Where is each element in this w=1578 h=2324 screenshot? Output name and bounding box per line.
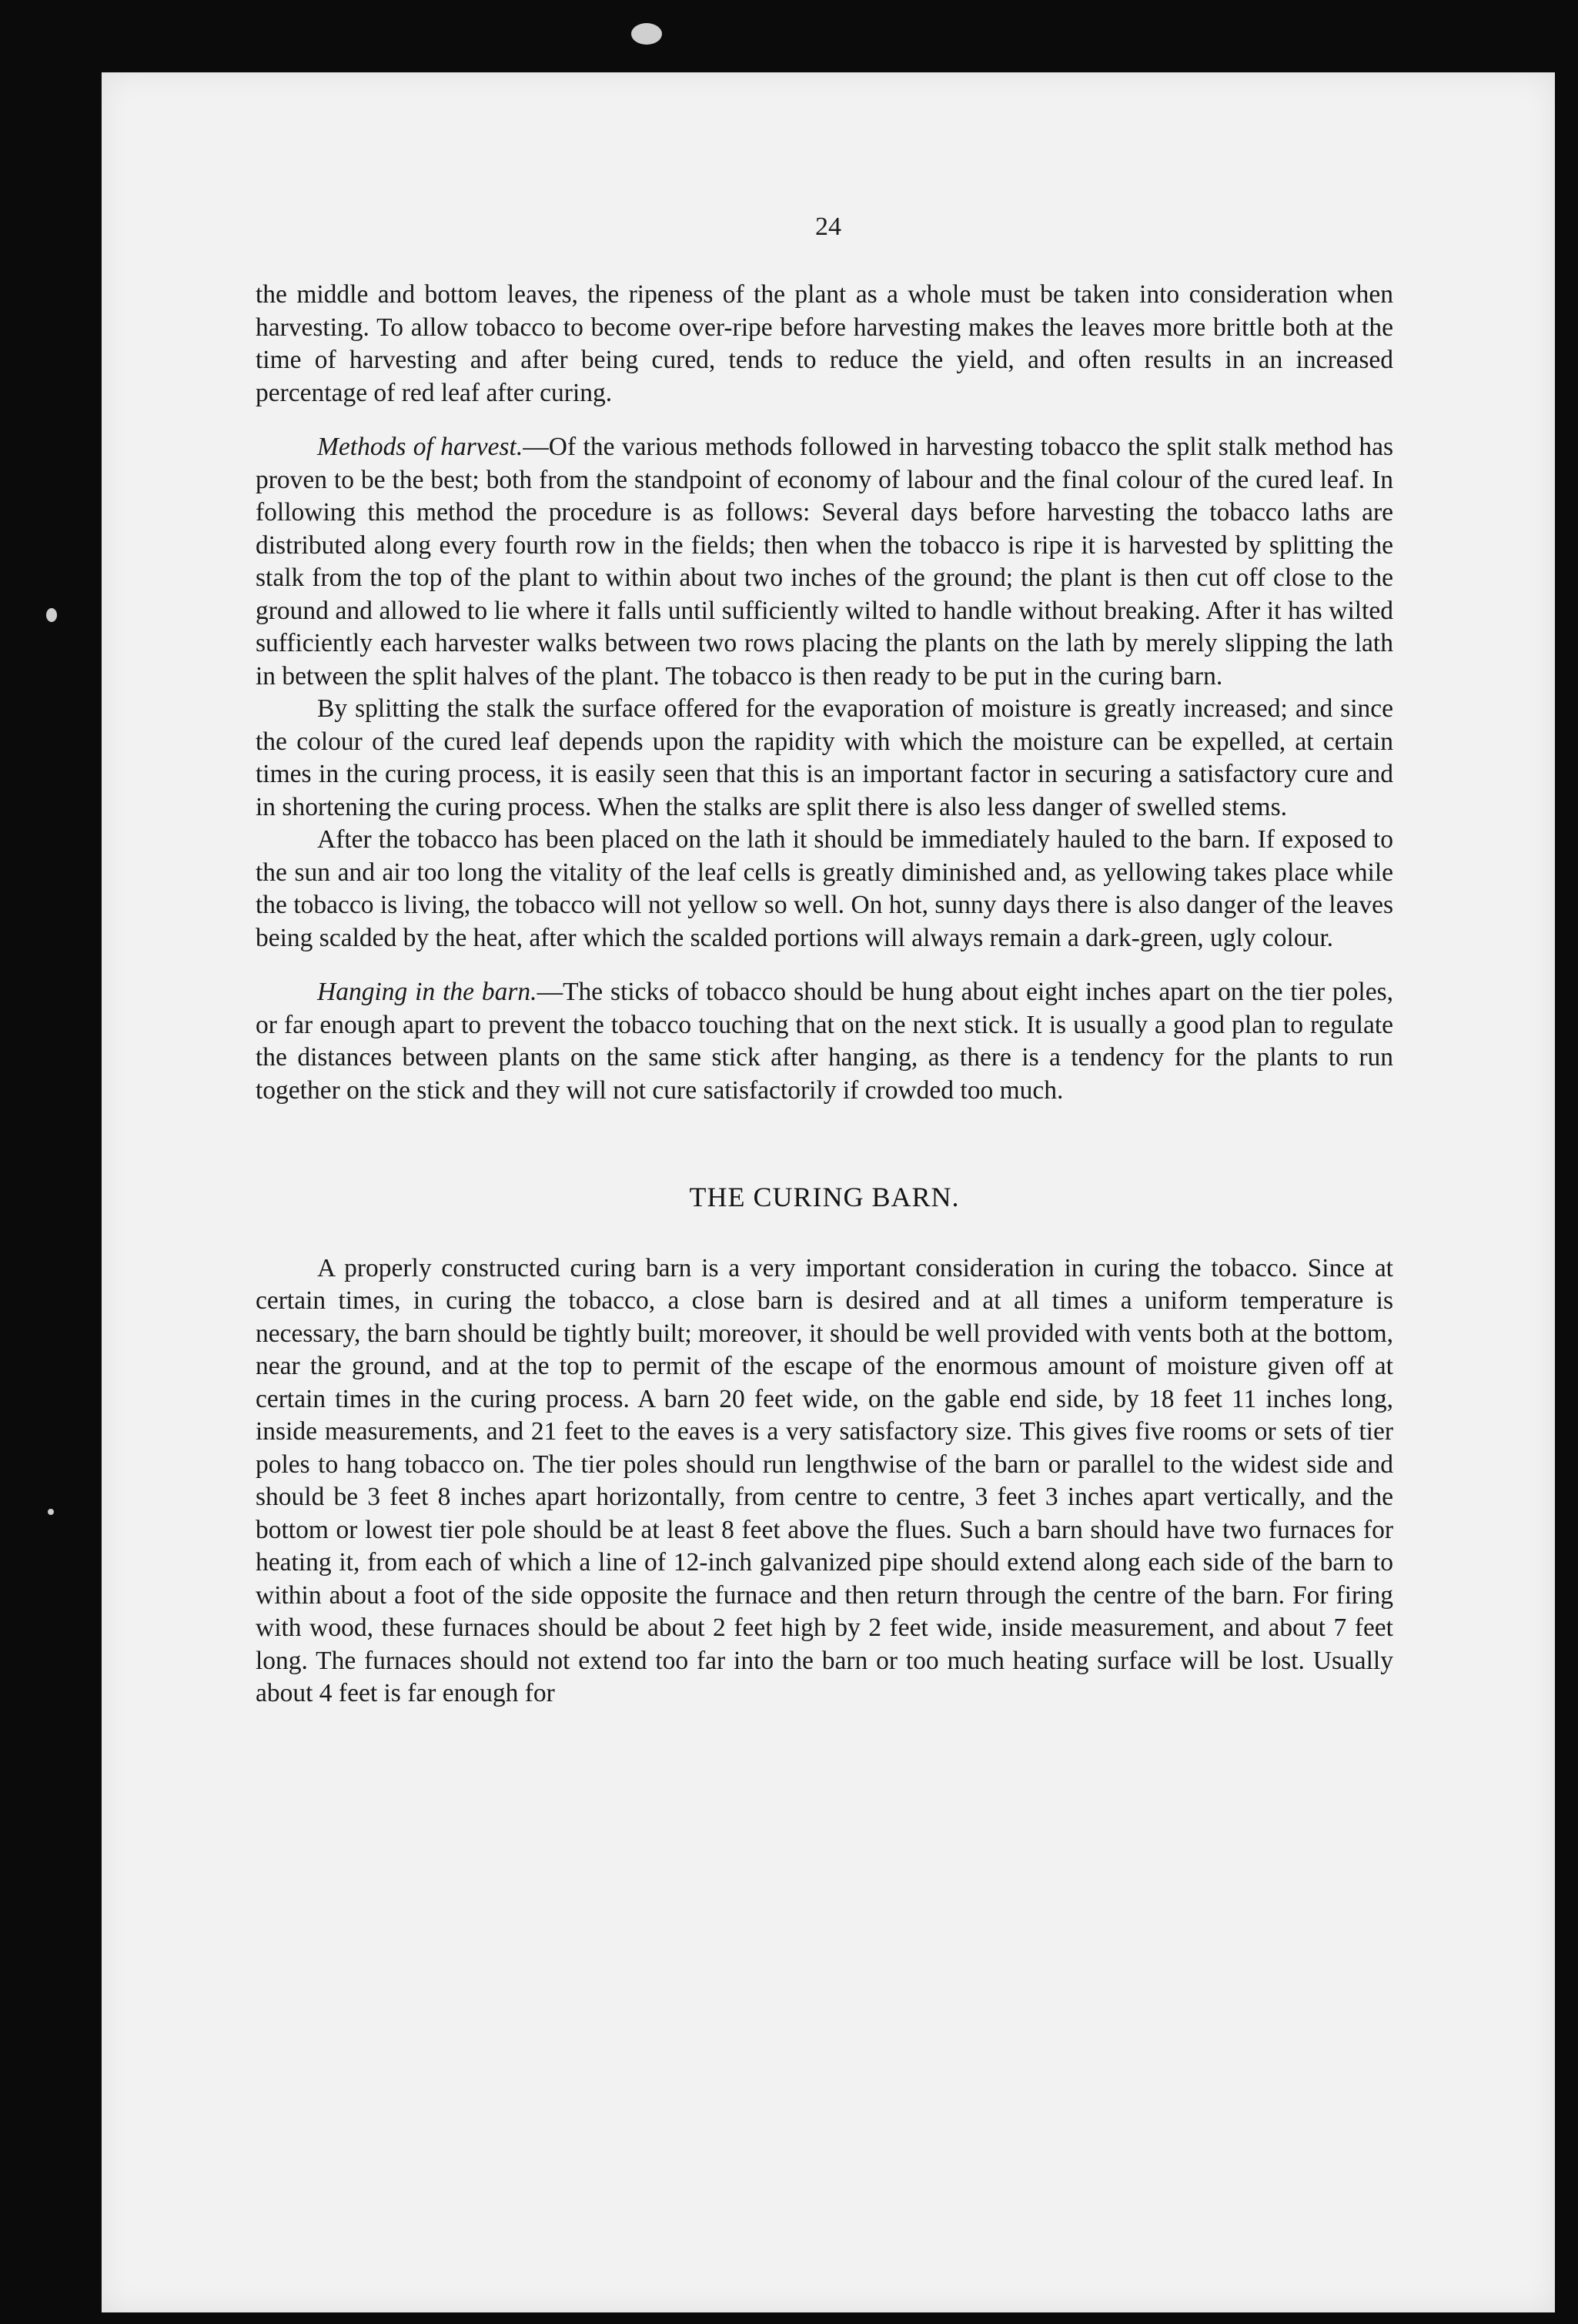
paragraph-hauling: After the tobacco has been placed on the lath it should be immediately hauled to the barn. If exposed to the sun and air too long the vitality of the leaf cells is greatly diminished and, as yellowing takes place while the tobacco is living, the tobacco will not yellow so well. On hot, sunny days there is also danger of the leaves being scalded by the heat, after which the scalded portions will always remain a dark-green, ugly colour. <box>256 825 1393 952</box>
document-page <box>102 72 1555 2312</box>
runin-heading-hanging: Hanging in the barn. <box>317 978 537 1006</box>
paragraph-hanging-in-barn <box>256 976 1393 1107</box>
paragraph-methods-of-harvest <box>256 431 1393 693</box>
body-text <box>256 279 1393 1710</box>
page-number: 24 <box>815 212 841 241</box>
scan-speck <box>631 23 662 45</box>
paragraph-text: —Of the various methods followed in harvesting tobacco the split stalk method has proven to be the best; both from the standpoint of economy of labour and the final colour of the cured leaf. In following this method the procedure is as follows: Several days before harvesting the tobacco laths are distributed along every fourth row in the fields; then when the tobacco is ripe it is harvested by splitting the stalk from the top of the plant to within about two inches of the ground; the plant is then cut off close to the ground and allowed to lie where it falls until sufficiently wilted to handle without breaking. After it has wilted sufficiently each harvester walks between two rows placing the plants on the lath by merely slipping the lath in between the split halves of the plant. The tobacco is then ready to be put in the curing barn. <box>256 433 1393 691</box>
paragraph-curing-barn: A properly constructed curing barn is a very important consideration in curing the tobacco. Since at certain times, in curing the tobacco, a close barn is desired and at all times a uniform temperature is necessary, the barn should be tightly built; moreover, it should be well provided with vents both at the bottom, near the ground, and at the top to permit of the escape of the enormous amount of moisture given off at certain times in the curing process. A barn 20 feet wide, on the gable end side, by 18 feet 11 inches long, inside measurements, and 21 feet to the eaves is a very satisfactory size. This gives five rooms or sets of tier poles to hang tobacco on. The tier poles should run lengthwise of the barn or parallel to the widest side and should be 3 feet 8 inches apart horizontally, from centre to centre, 3 feet 3 inches apart vertically, and the bottom or lowest tier pole should be at least 8 feet above the flues. Such a barn should have two furnaces for heating it, from each of which a line of 12-inch galvanized pipe should extend along each side of the barn to within about a foot of the side opposite the furnace and then return through the centre of the barn. For firing with wood, these furnaces should be about 2 feet high by 2 feet wide, inside measurement, and about 7 feet long. The furnaces should not extend too far into the barn or too much heating surface will be lost. Usually about 4 feet is far enough for <box>256 1253 1393 1707</box>
paragraph-continued: the middle and bottom leaves, the ripeness of the plant as a whole must be taken into consideration when harvesting. To allow tobacco to become over-ripe before harvesting makes the leaves more brittle both at the time of harvesting and after being cured, tends to reduce the yield, and often results in an increased percentage of red leaf after curing. <box>256 280 1393 407</box>
paragraph-splitting: By splitting the stalk the surface offered for the evaporation of moisture is greatly increased; and since the colour of the cured leaf depends upon the rapidity with which the moisture can be expelled, at certain times in the curing process, it is easily seen that this is an important factor in securing a satisfactory cure and in shortening the curing process. When the stalks are split there is also less danger of swelled stems. <box>256 694 1393 821</box>
runin-heading-methods: Methods of harvest. <box>317 433 523 461</box>
section-heading: THE CURING BARN. <box>689 1182 960 1212</box>
paragraph-text: —The sticks of tobacco should be hung about eight inches apart on the tier poles, or far enough apart to prevent the tobacco touching that on the next stick. It is usually a good plan to regulate the distances between plants on the same stick after hanging, as there is a tendency for the plants to run together on the stick and they will not cure satisfactorily if crowded too much. <box>256 978 1393 1105</box>
scan-speck <box>46 608 57 622</box>
scan-speck <box>48 1509 54 1515</box>
